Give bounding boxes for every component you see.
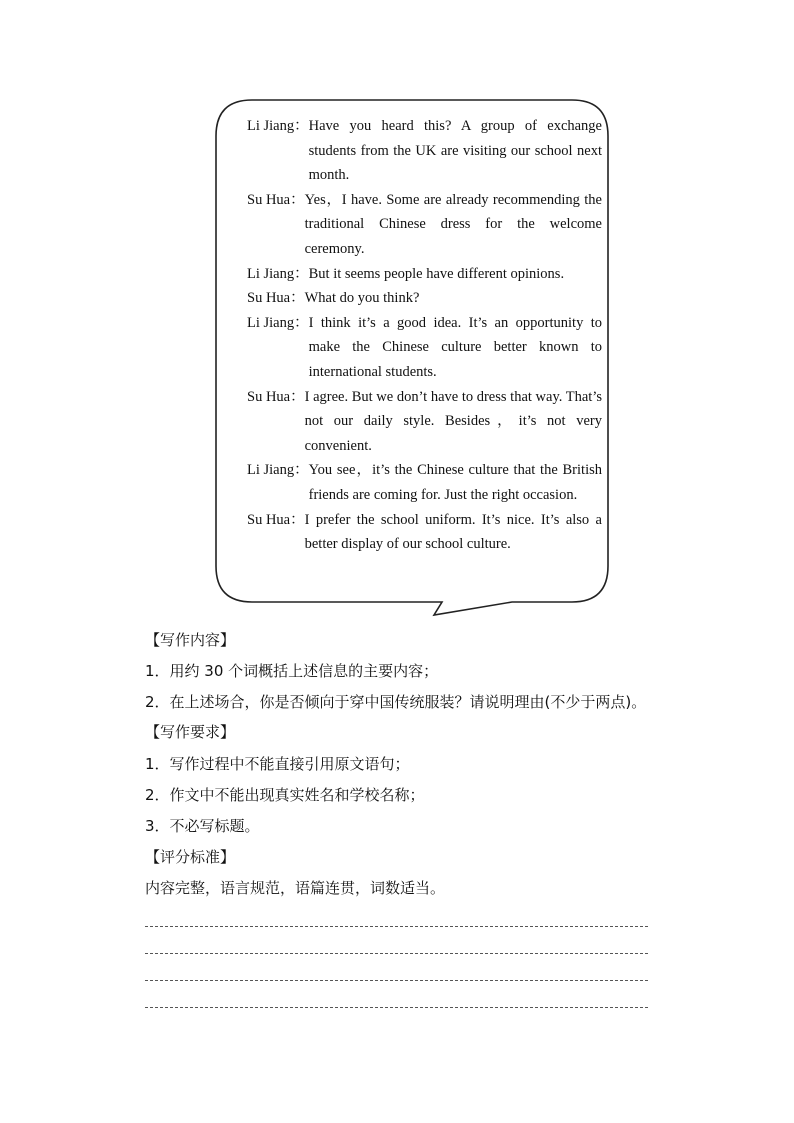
dialogue-text: [247, 114, 602, 557]
dialogue-turn: [247, 286, 602, 311]
dialogue-bubble: [212, 98, 612, 618]
requirement-item: 2．作文中不能出现真实姓名和学校名称；: [145, 786, 425, 804]
dialogue-line: Have you heard this? A group of exchange students from the UK are visiting our school next month.: [308, 118, 602, 184]
dialogue-turn: [247, 385, 602, 459]
grading-text: 内容完整，语言规范，语篇连贯，词数适当。: [145, 879, 446, 897]
speaker-name: Su Hua：: [247, 388, 305, 405]
speaker-name: Su Hua：: [247, 191, 305, 208]
requirement-item: 1．写作过程中不能直接引用原文语句；: [145, 755, 410, 773]
dialogue-turn: [247, 311, 602, 385]
speaker-name: Su Hua：: [247, 290, 305, 307]
writing-line: [145, 926, 648, 927]
content-item: 2．在上述场合，你是否倾向于穿中国传统服装？请说明理由(不少于两点)。: [145, 693, 647, 711]
dialogue-turn: [247, 114, 602, 188]
writing-line: [145, 953, 648, 954]
dialogue-line: What do you think?: [304, 290, 420, 307]
dialogue-line: Yes，I have. Some are already recommending the traditional Chinese dress for the welcome ceremony.: [304, 191, 602, 257]
content-item: 1．用约 30 个词概括上述信息的主要内容；: [145, 662, 439, 680]
speaker-name: Li Jiang：: [247, 118, 309, 134]
dialogue-line: You see，it’s the Chinese culture that the British friends are coming for. Just the right occasion.: [308, 462, 602, 503]
dialogue-turn: [247, 458, 602, 507]
grading-heading: 【评分标准】: [145, 848, 236, 866]
dialogue-line: I agree. But we don’t have to dress that way. That’s not our daily style. Besides，it’s not very convenient.: [304, 388, 602, 454]
dialogue-turn: [247, 508, 602, 557]
dialogue-turn: [247, 188, 602, 262]
writing-line: [145, 1007, 648, 1008]
speaker-name: Li Jiang：: [247, 314, 309, 331]
dialogue-line: I think it’s a good idea. It’s an opportunity to make the Chinese culture better known to international students.: [308, 314, 602, 380]
dialogue-line: I prefer the school uniform. It’s nice. It’s also a better display of our school culture.: [304, 511, 602, 553]
writing-content-heading: 【写作内容】: [145, 631, 236, 649]
speaker-name: Su Hua：: [247, 511, 305, 528]
writing-requirements-heading: 【写作要求】: [145, 723, 236, 741]
speaker-name: Li Jiang：: [247, 462, 309, 479]
dialogue-line: But it seems people have different opinions.: [308, 265, 565, 282]
requirement-item: 3．不必写标题。: [145, 817, 260, 835]
dialogue-turn: [247, 262, 602, 287]
speaker-name: Li Jiang：: [247, 265, 309, 282]
writing-line: [145, 980, 648, 981]
